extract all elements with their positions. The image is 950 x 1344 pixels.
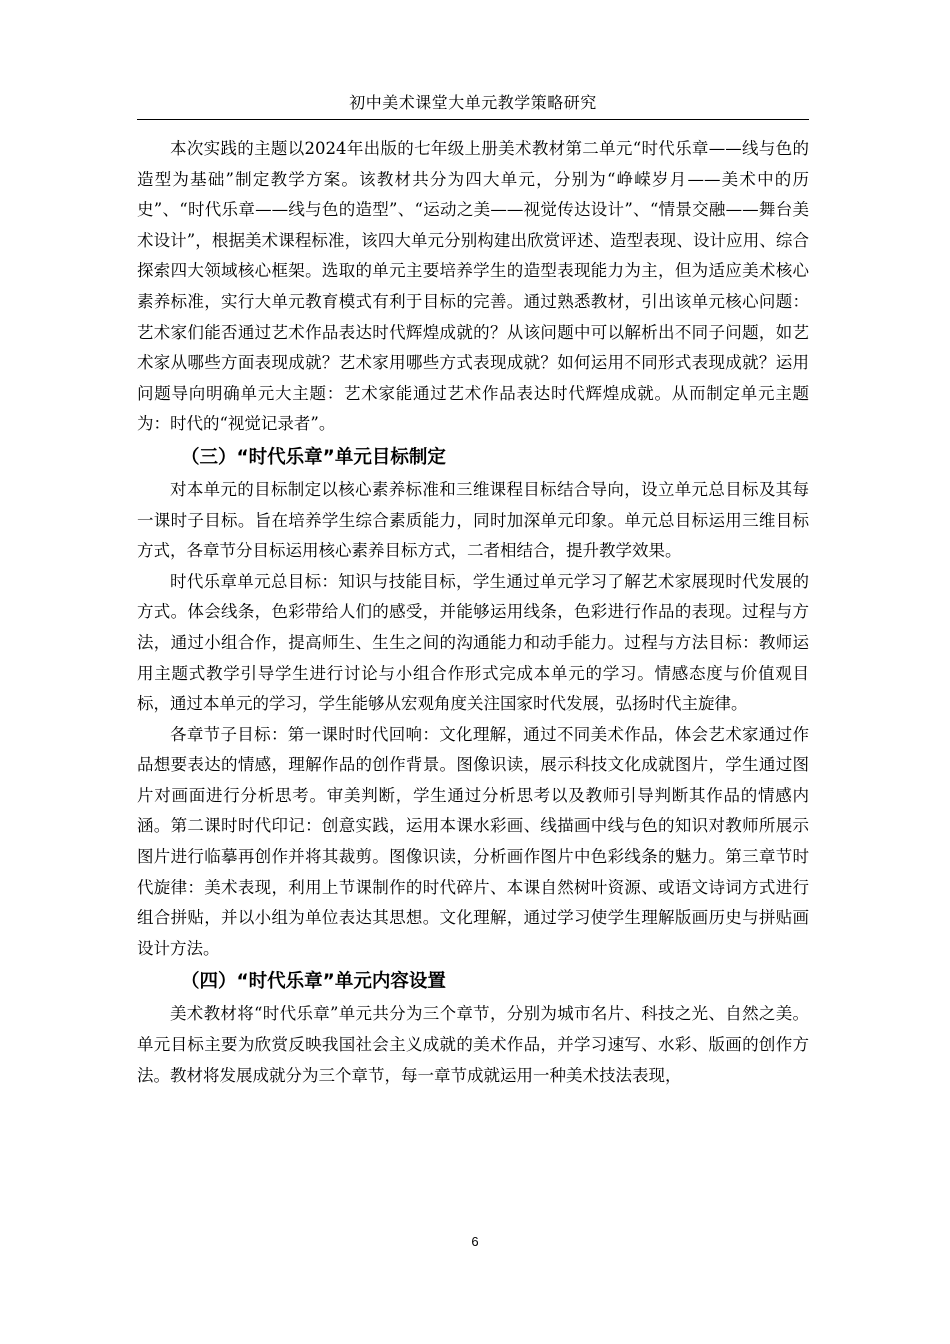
body-paragraph-5: 美术教材将“时代乐章”单元共分为三个章节，分别为城市名片、科技之光、自然之美。单元目标主要为欣赏反映我国社会主义成就的美术作品，并学习速写、水彩、版画的创作方法。教材将发展成就分为三个章节，每一章节成就运用一种美术技法表现， (137, 1004, 809, 1085)
body-paragraph-1: 本次实践的主题以2024年出版的七年级上册美术教材第二单元“时代乐章——线与色的造型为基础”制定教学方案。该教材共分为四大单元，分别为“峥嵘岁月——美术中的历史”、“时代乐章——线与色的造型”、“运动之美——视觉传达设计”、“情景交融——舞台美术设计”，根据美术课程标准，该四大单元分别构建出欣赏评述、造型表现、设计应用、综合探索四大领域核心框架。选取的单元主要培养学生的造型表现能力为主，但为适应美术核心素养标准，实行大单元教育模式有利于目标的完善。通过熟悉教材，引出该单元核心问题：艺术家们能否通过艺术作品表达时代辉煌成就的？从该问题中可以解析出不同子问题，如艺术家从哪些方面表现成就？艺术家用哪些方式表现成就？如何运用不同形式表现成就？运用问题导向明确单元大主题：艺术家能通过艺术作品表达时代辉煌成就。从而制定单元主题为：时代的“视觉记录者”。 (137, 139, 809, 434)
section-heading-4: （四）“时代乐章”单元内容设置 (181, 971, 446, 993)
section-heading-3: （三）“时代乐章”单元目标制定 (181, 446, 446, 468)
body-paragraph-2: 对本单元的目标制定以核心素养标准和三维课程目标结合导向，设立单元总目标及其每一课时子目标。旨在培养学生综合素质能力，同时加深单元印象。单元总目标运用三维目标方式，各章节分目标运用核心素养目标方式，二者相结合，提升教学效果。 (137, 479, 809, 561)
body-paragraph-3: 时代乐章单元总目标：知识与技能目标，学生通过单元学习了解艺术家展现时代发展的方式。体会线条，色彩带给人们的感受，并能够运用线条，色彩进行作品的表现。过程与方法，通过小组合作，提高师生、生生之间的沟通能力和动手能力。过程与方法目标：教师运用主题式教学引导学生进行讨论与小组合作形式完成本单元的学习。情感态度与价值观目标，通过本单元的学习，学生能够从宏观角度关注国家时代发展，弘扬时代主旋律。 (137, 571, 809, 714)
body-paragraph-4: 各章节子目标：第一课时时代回响：文化理解，通过不同美术作品，体会艺术家通过作品想要表达的情感，理解作品的创作背景。图像识读，展示科技文化成就图片，学生通过图片对画面进行分析思考。审美判断，学生通过分析思考以及教师引导判断其作品的情感内涵。第二课时时代印记：创意实践，运用本课水彩画、线描画中线与色的知识对教师所展示图片进行临摹再创作并将其裁剪。图像识读，分析画作图片中色彩线条的魅力。第三章节时代旋律：美术表现，利用上节课制作的时代碎片、本课自然树叶资源、或语文诗词方式进行组合拼贴，并以小组为单位表达其思想。文化理解，通过学习使学生理解版画历史与拼贴画设计方法。 (137, 724, 809, 958)
page-number: 6 (471, 1234, 479, 1249)
page-body (137, 134, 809, 1091)
running-header: 初中美术课堂大单元教学策略研究 (349, 93, 597, 112)
header-divider (137, 119, 809, 120)
